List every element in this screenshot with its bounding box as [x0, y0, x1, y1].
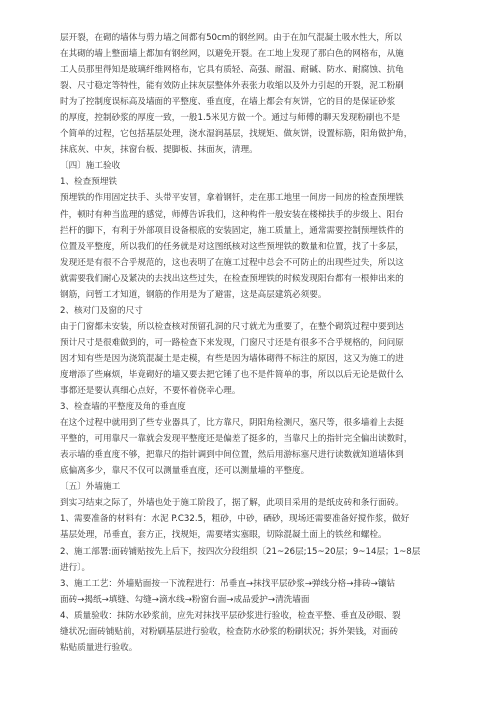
text-line: 位置及平整度，所以我们的任务就是对这图纸核对这些预埋铁的数量和位置，找了十多层， — [60, 241, 404, 252]
text-line: 发现还是有很不合乎规范的，这也表明了在施工过程中总会不可防止的出现些过失，所以这 — [60, 257, 404, 268]
text-line: 因才知有些是因为浇筑混凝土是走模，有些是因为墙体砌得不标注的原因，这又为施工的进 — [60, 353, 404, 364]
text-line: 底偏离多少，靠尺不仅可以测量垂直度，还可以测量墙的平整度。 — [60, 466, 310, 477]
text-line: 粘贴质量进行验收。 — [60, 642, 138, 653]
text-line: 2、施工部署:面砖铺贴按先上后下，按四次分段组织〔21~26层;15~20层；9~14层；1~8层 — [60, 546, 421, 557]
text-line: 在这个过程中就用到了些专业器具了，比方靠尺，阴阳角检测尺，塞尺等，很多墙着上去挺 — [60, 418, 404, 429]
text-line: 基层处理，吊垂直，套方正，找规矩，需要堵实塞眼，切除混凝土面上的铁丝和螺栓。 — [60, 530, 387, 541]
text-line: 度增添了些麻烦，毕竟砌好的墙又要去把它锤了也不是件简单的事，所以以后无论是做什么 — [60, 369, 404, 380]
text-line: 1、需要准备的材料有：水泥 P.C32.5，粗砂，中砂，硒砂，现场还需要准备好搅作浆，做好 — [60, 514, 410, 525]
subheading-door-window-size: 2、核对门及窗的尺寸 — [60, 305, 143, 316]
text-line: 裂、尺寸稳定等特性，能有效防止抹灰层整体外表张力收缩以及外力引起的开裂，泥工粉刷 — [60, 81, 404, 92]
text-line: 抹底灰、中灰，抹窗台板、提脚板、抹面灰，清理。 — [60, 145, 258, 156]
text-line: 事都还是要认真细心点好，不要怀着侥幸心理。 — [60, 386, 241, 397]
text-line: 到实习结束之际了，外墙也处于施工阶段了，据了解，此项目采用的是纸皮砖和条行面砖。 — [60, 498, 404, 509]
text-line: 在其砌的墙上整面墙上都加有钢丝网，以避免开裂。在工地上发现了那白色的网格布，从施 — [60, 49, 404, 60]
subheading-wall-flatness: 3、检查墙的平整度及角的垂直度 — [60, 402, 186, 413]
text-line: 进行〕。 — [60, 562, 91, 573]
text-line: 平整的，可用靠尺一靠就会发现平整度还是偏差了挺多的，当靠尺上的指针完全偏出读数时， — [60, 434, 413, 445]
text-line: 就需要我们耐心及紧决的去找出这些过失，在检查预埋铁的时候发现阳台都有一根伸出来的 — [60, 273, 404, 284]
text-line: 3、施工工艺：外墙贴面按一下流程进行：吊垂直→抹找平层砂浆→弹线分格→排砖→镶钻 — [60, 578, 396, 589]
text-line: 工人员那里得知是玻璃纤维网格布，它具有质轻、高强、耐温、耐碱、防水、耐腐蚀、抗龟 — [60, 65, 404, 76]
text-line: 表示墙的垂直度不够，把靠尺的指针调到中间位置，然后用游标塞尺进行读数就知道墙体到 — [60, 450, 404, 461]
text-line: 钢筋，问暂工才知道，钢筋的作用是为了避雷，这是高层建筑必须要。 — [60, 289, 327, 300]
text-line: 层开裂，在砌的墙体与剪力墙之间都有50cm的钢丝网。由于在加气混凝土吸水性大，所以 — [60, 33, 403, 43]
text-line: 件，顿时有种当监理的感觉，师傅告诉我们，这种构件一般安装在楼梯扶手的步级上、阳台 — [60, 209, 404, 220]
section-heading-inspection: 〔四〕施工验收 — [60, 161, 121, 172]
subheading-embedded-iron: 1、检查预埋铁 — [60, 177, 118, 188]
text-line: 个简单的过程，它包括基层处理，浇水湿润基层，找规矩、做灰饼，设置标筋，阳角做护角， — [60, 129, 413, 140]
text-line: 拦杆的脚下，有利于外部项目设备根底的安装固定，施工质量上，通常需要控制预埋铁件的 — [60, 225, 404, 236]
text-line: 预埋铁的作用固定扶手、头带平安冒，拿着钢钎，走在那工地里一间房一间房的检查预埋铁 — [60, 193, 404, 204]
text-line: 由于门窗都未安装，所以检查核对预留孔洞的尺寸就尤为重要了，在整个砌筑过程中要到达 — [60, 321, 404, 332]
text-line: 缝状况;面砖铺贴前，对粉刷基层进行验收，检查防水砂浆的粉刷状况；拆外架钱，对面砖 — [60, 626, 399, 637]
text-line: 预计尺寸是很难做到的，可一路检查下来发现，门窗尺寸还是有很多不合乎规格的，问问原 — [60, 337, 404, 348]
text-line: 4、质量验收：抹防水砂浆前，应先对抹找平层砂浆进行验收，检查平整、垂直及砂眼、裂 — [60, 610, 401, 621]
text-line: 的厚度，控制砂浆的厚度一致，一般1.5米见方做一个。通过与师傅的聊天发现粉刷也不是 — [60, 113, 401, 124]
text-line: 时为了控制度误标高及墙面的平整度、垂直度，在墙上都会有灰饼，它的目的是保证砂浆 — [60, 97, 396, 108]
section-heading-exterior-wall: 〔五〕外墙施工 — [60, 482, 121, 493]
text-line: 面砖→揭纸→填缝、勾缝→滴水线→粉窗台面→成品爱护→清洗墙面 — [60, 594, 310, 605]
